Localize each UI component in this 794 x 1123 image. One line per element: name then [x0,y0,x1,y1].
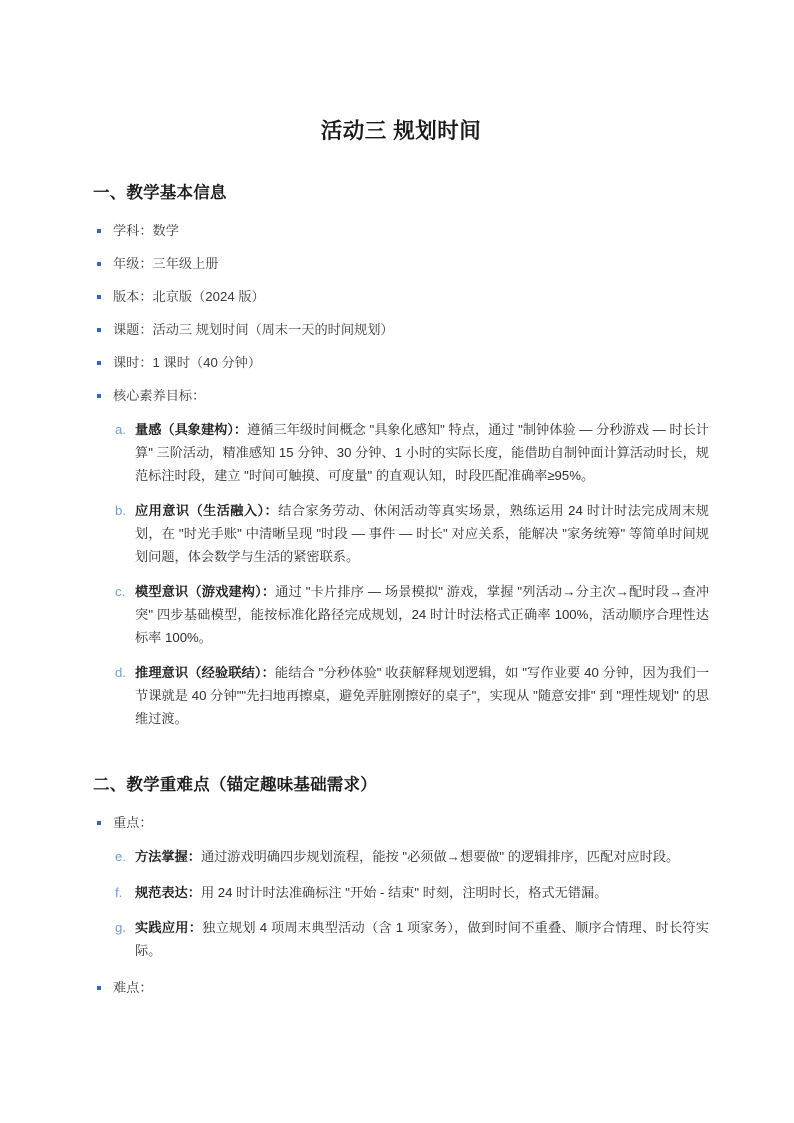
list-item-body: 遵循三年级时间概念 "具象化感知" 特点，通过 "制钟体验 — 分秒游戏 — 时长计算" 三阶活动，精准感知 15 分钟、30 分钟、1 小时的实际长度，能借助自制钟面计算活动时长，规范标注时段，建立 "时间可触摸、可度量" 的直观认知，时段匹配准确率≥95%。 [135,422,709,483]
bullet-icon [97,361,101,365]
bullet-icon [97,821,101,825]
list-item [93,581,709,649]
list-marker: b. [115,503,126,519]
list-item-label: 课时：1 课时（40 分钟） [113,354,262,370]
list-item-lead: 实践应用： [135,920,203,936]
list-item-body: 通过游戏明确四步规划流程，能按 "必须做→想要做" 的逻辑排序，匹配对应时段。 [200,848,680,864]
list-item [93,386,709,406]
list-marker: g. [115,920,126,936]
list-item-label: 学科：数学 [113,222,179,238]
list-marker: e. [115,848,126,864]
difficulty-points-list [93,978,709,998]
list-item [93,882,709,905]
list-item-lead: 模型意识（游戏建构）： [135,584,276,600]
difficulty-points-label: 难点： [113,979,153,995]
list-item [93,287,709,307]
key-points-sub-list [93,846,709,963]
list-item-label: 版本：北京版（2024 版） [113,288,265,304]
list-item [93,320,709,340]
list-item-label: 核心素养目标： [113,387,206,403]
list-item-body: 独立规划 4 项周末典型活动（含 1 项家务），做到时间不重叠、顺序合情理、时长符实际。 [135,920,709,959]
bullet-icon [97,328,101,332]
bullet-icon [97,229,101,233]
list-item [93,221,709,241]
list-item-lead: 应用意识（生活融入）： [135,503,279,519]
section-heading-1: 一、教学基本信息 [93,184,227,203]
list-item [93,813,709,833]
bullet-icon [97,394,101,398]
list-item [93,662,709,730]
list-item-lead: 推理意识（经验联结）： [135,665,275,681]
core-literacy-goals-list [93,419,709,730]
list-marker: f. [115,884,123,900]
list-item [93,500,709,568]
page-title: 活动三 规划时间 [320,119,482,143]
list-item-body: 能结合 "分秒体验" 收获解释规划逻辑，如 "写作业要 40 分钟，因为我们一节课就是 40 分钟""先扫地再擦桌，避免弄脏刚擦好的桌子"，实现从 "随意安排" 到 "理性规划" 的思维过渡。 [135,665,710,726]
list-item-label: 课题：活动三 规划时间（周末一天的时间规划） [113,321,394,337]
basic-info-list [93,221,709,406]
list-item-lead: 方法掌握： [135,848,201,864]
list-item [93,917,709,962]
list-marker: c. [115,584,126,600]
list-item-label: 年级：三年级上册 [113,255,219,271]
list-marker: a. [115,422,126,438]
list-item [93,353,709,373]
list-item-body: 通过 "卡片排序 — 场景模拟" 游戏，掌握 "列活动→分主次→配时段→查冲突" 四步基础模型，能按标准化路径完成规划，24 时计时法格式正确率 100%，活动顺序合理性达标率 100%。 [135,584,709,645]
list-item-body: 结合家务劳动、休闲活动等真实场景，熟练运用 24 时计时法完成周末规划，在 "时光手账" 中清晰呈现 "时段 — 事件 — 时长" 对应关系，能解决 "家务统筹" 等简单时间规划问题，体会数学与生活的紧密联系。 [135,503,709,564]
list-item-lead: 规范表达： [135,884,201,900]
document-content [93,0,709,998]
bullet-icon [97,986,101,990]
bullet-icon [97,262,101,266]
list-item [93,846,709,869]
list-item [93,978,709,998]
list-marker: d. [115,665,126,681]
list-item-body: 用 24 时计时法准确标注 "开始 - 结束" 时刻，注明时长，格式无错漏。 [200,884,608,900]
list-item [93,419,709,487]
section-heading-2: 二、教学重难点（锚定趣味基础需求） [93,775,377,794]
key-points-list [93,813,709,833]
list-item-lead: 量感（具象建构）： [135,422,248,438]
list-item [93,254,709,274]
key-points-label: 重点： [113,814,153,830]
bullet-icon [97,295,101,299]
